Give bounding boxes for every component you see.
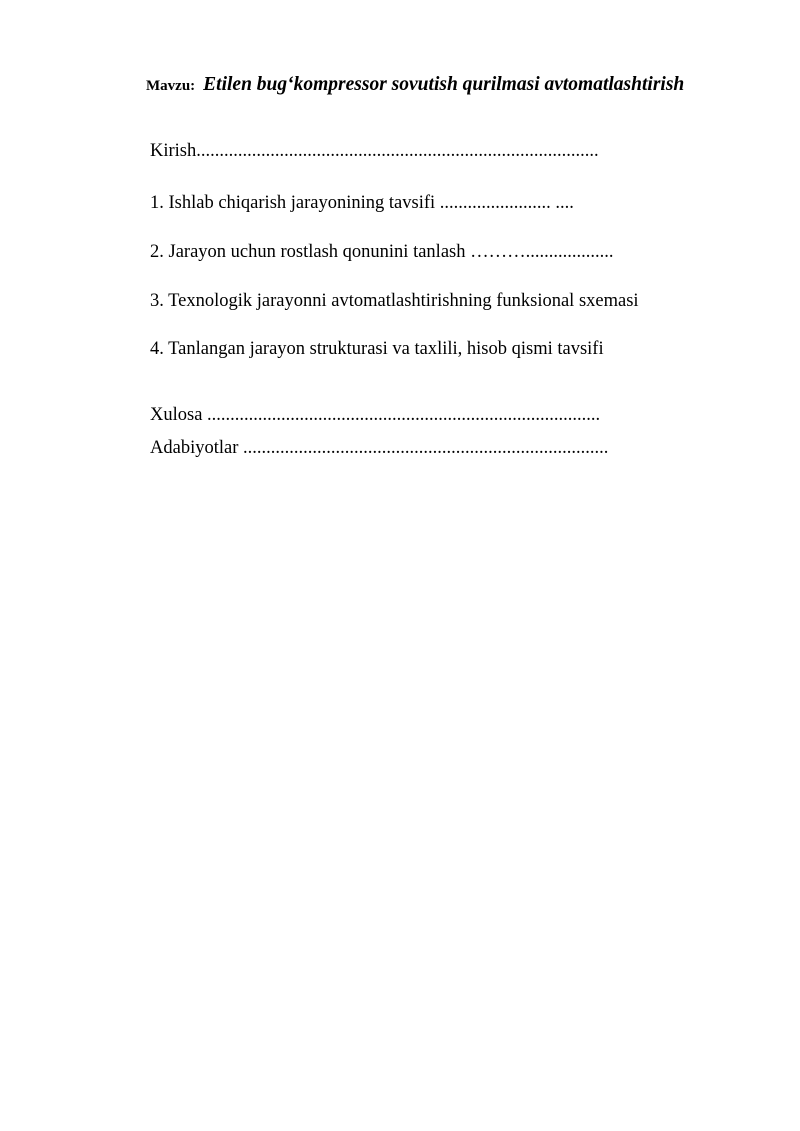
- toc-item-introduction: Kirish.......................................................................................: [150, 141, 599, 161]
- toc-item-4: 4. Tanlangan jarayon strukturasi va taxlili, hisob qismi tavsifi: [150, 339, 604, 359]
- document-title: [146, 74, 684, 96]
- topic-text: Etilen bug‘kompressor sovutish qurilmasi avtomatlashtirish: [203, 74, 685, 95]
- toc-item-conclusion: Xulosa .....................................................................................: [150, 405, 601, 425]
- toc-item-1: 1. Ishlab chiqarish jarayonining tavsifi ........................ ....: [150, 193, 574, 213]
- topic-label: Mavzu:: [146, 78, 196, 94]
- toc-item-references: Adabiyotlar ...............................................................................: [150, 438, 609, 458]
- toc-item-2: 2. Jarayon uchun rostlash qonunini tanlash ………...................: [150, 242, 614, 262]
- toc-item-3: 3. Texnologik jarayonni avtomatlashtirishning funksional sxemasi: [150, 291, 639, 311]
